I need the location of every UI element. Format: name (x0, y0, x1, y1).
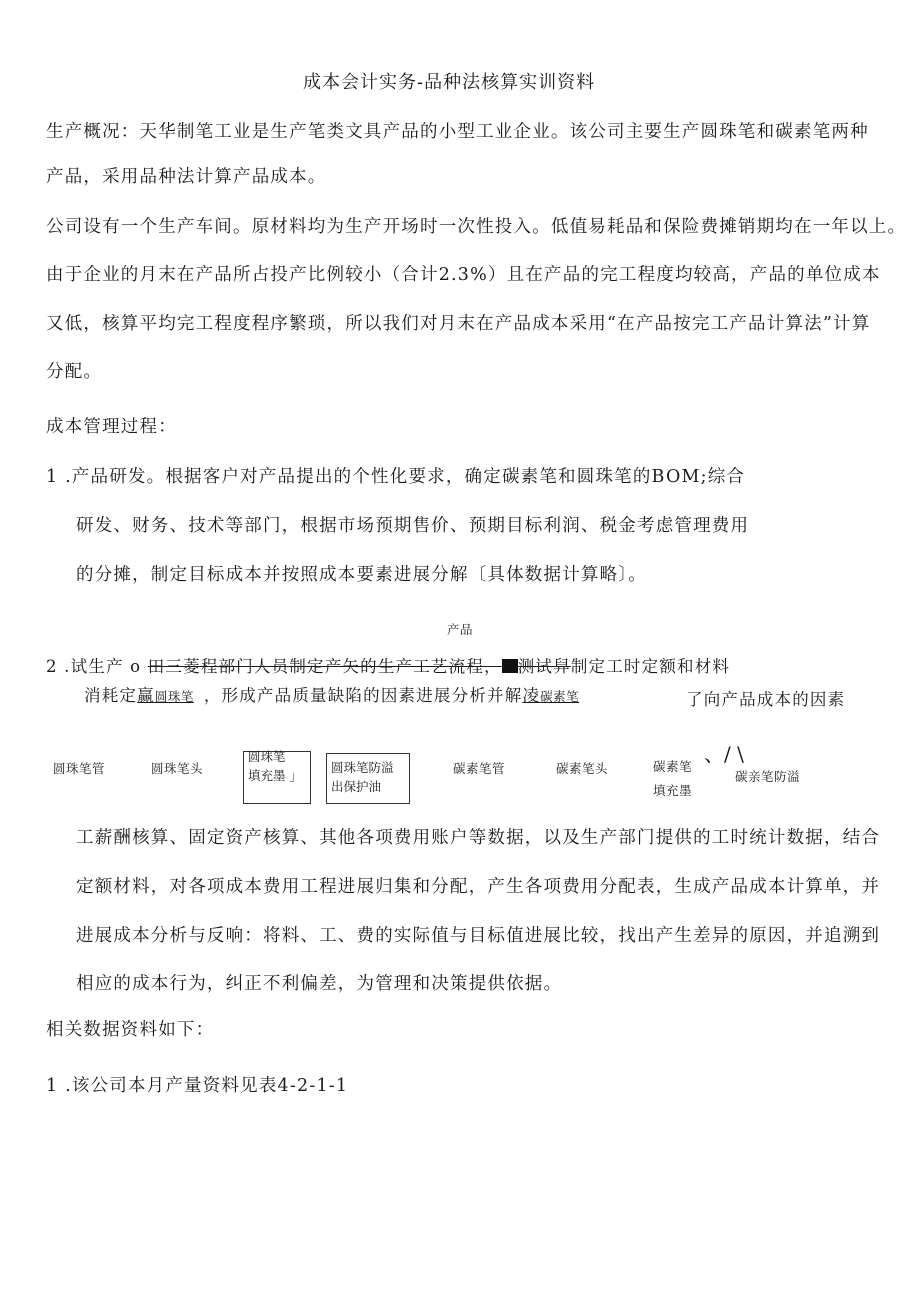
process-heading: 成本管理过程： (46, 417, 177, 437)
component-carbon-ink-b: 填充墨 (653, 783, 693, 798)
component-box-ballpoint-ink (243, 751, 311, 804)
item2-cont-line: 相应的成本行为，纠正不利偏差，为管理和决策提供依据。 (76, 974, 563, 994)
overview-line: 又低，核算平均完工程度程序繁琐，所以我们对月末在产品成本采用“在产品按完工产品计算法”计算 (46, 314, 871, 334)
item2-cont-line: 进展成本分析与反响：将料、工、费的实际值与目标值进展比较，找出产生差异的原因，并追溯到 (76, 926, 881, 946)
overview-line: 生产概况：天华制笔工业是生产笔类文具产品的小型工业企业。该公司主要生产圆珠笔和碳素笔两种 (46, 122, 869, 142)
overview-line: 由于企业的月末在产品所占投产比例较小（合计2.3%）且在产品的完工程度均较高，产品的单位成本 (46, 265, 881, 285)
data-item-1: 1 .该公司本月产量资料见表4-2-1-1 (46, 1076, 349, 1096)
component-carbon-oil: 碳亲笔防溢 (735, 769, 801, 784)
branch-label-carbon: 碳素笔 (540, 689, 580, 704)
line-b-u2: 凌 (522, 686, 541, 705)
data-heading: 相关数据资料如下： (46, 1020, 215, 1040)
item2-cont-line: 定额材料，对各项成本费用工程进展归集和分配，产生各项费用分配表，生成产品成本计算单，并 (76, 877, 881, 897)
component-carbon-tip: 碳素笔头 (556, 761, 609, 776)
overview-line: 产品，采用品种法计算产品成本。 (46, 167, 327, 187)
page-title: 成本会计实务-品种法核算实训资料 (303, 72, 596, 93)
branch-label-ballpoint: 圆珠笔 (154, 689, 194, 704)
overview-line: 公司设有一个生产车间。原材料均为生产开场时一次性投入。低值易耗品和保险费摊销期均在一年以上。 (46, 217, 907, 237)
redaction-block (502, 659, 518, 673)
component-box-line: 圆珠笔 (248, 749, 286, 764)
diagram-line-b (84, 682, 579, 706)
line-b-underlined (522, 686, 579, 705)
item2-rest: 制定工时定额和材料 (570, 657, 731, 676)
overview-line: 分配。 (46, 362, 103, 382)
component-carbon-ink-a: 碳素笔 (653, 759, 693, 774)
item2-struck-text: 田三菱程部门人员制定产矢的生产工艺流程， (147, 657, 502, 676)
component-box-line: 出保护油 (331, 779, 382, 794)
product-label: 产品 (447, 622, 474, 637)
component-carbon-tube: 碳素笔管 (453, 761, 506, 776)
component-box-line: 圆珠笔防溢 (331, 760, 394, 775)
line-b-u1: 赢 (137, 686, 155, 705)
component-box-line: 填充墨 」 (248, 768, 302, 783)
branch-slashes: 、/ \ (704, 742, 744, 766)
component-box-ballpoint-oil (326, 753, 410, 804)
diagram-line-b-right: 了向产品成本的因素 (686, 690, 846, 709)
item2-struck-text: 测试舁 (517, 657, 571, 676)
item2-line (46, 653, 730, 677)
item2-prefix: 2 .试生产 o (46, 657, 148, 676)
item2-cont-line: 工薪酬核算、固定资产核算、其他各项费用账户等数据，以及生产部门提供的工时统计数据，结合 (76, 828, 881, 848)
item1-line: 1 .产品研发。根据客户对产品提出的个性化要求，确定碳素笔和圆珠笔的BOM;综合 (46, 467, 746, 487)
line-b-underlined (137, 686, 194, 705)
component-ballpoint-tip: 圆珠笔头 (151, 761, 204, 776)
component-ballpoint-tube: 圆珠笔管 (53, 761, 106, 776)
line-b-mid: ，形成产品质量缺陷的因素进展分析并解 (203, 686, 523, 705)
item1-line: 研发、财务、技术等部门，根据市场预期售价、预期目标利润、税金考虑管理费用 (76, 516, 750, 536)
line-b-pre: 消耗定 (84, 686, 138, 705)
item1-line: 的分摊，制定目标成本并按照成本要素进展分解〔具体数据计算略〕。 (76, 565, 647, 585)
